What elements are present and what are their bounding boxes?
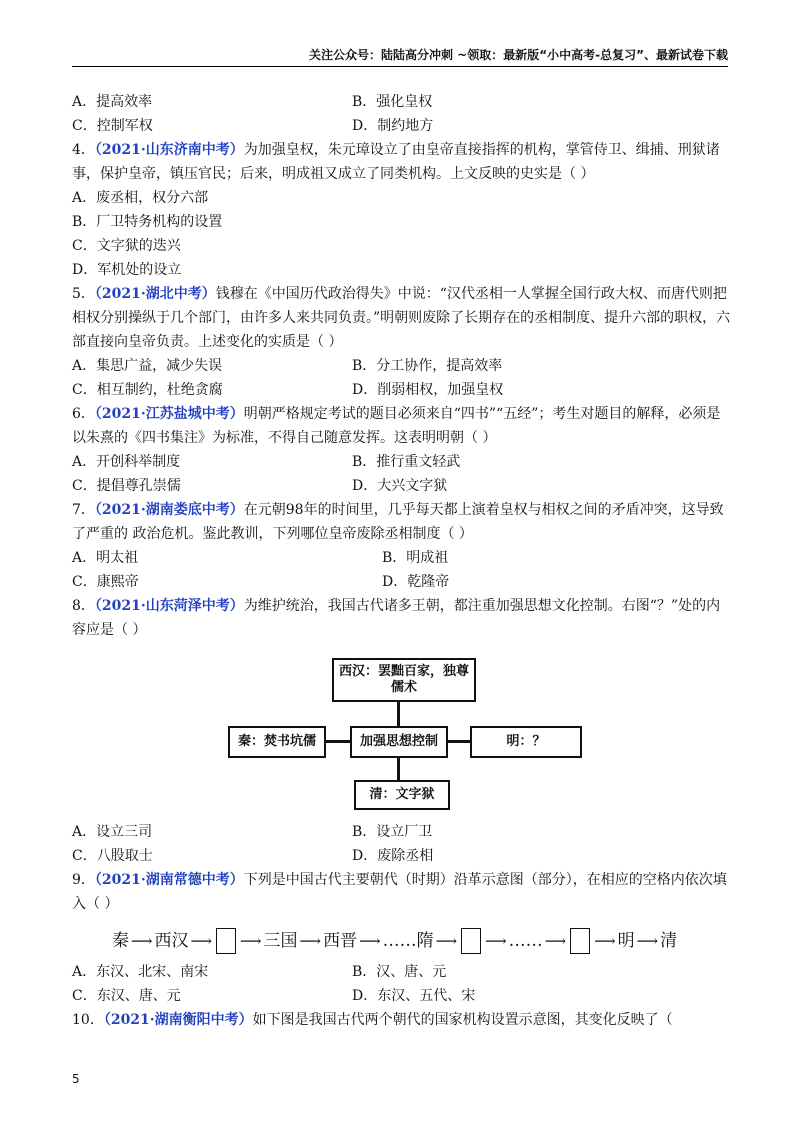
option-a: A．明太祖 [72, 550, 139, 566]
option-a: A．东汉、北宋、南宋 [72, 964, 209, 980]
dynasty-label: 西汉 [154, 931, 189, 951]
box-center: 加强思想控制 [350, 726, 448, 758]
source-tag: （2021·湖南常德中考） [94, 872, 244, 888]
dynasty-label: 西晋 [323, 931, 358, 951]
option-d: D．废除丞相 [352, 848, 434, 864]
option-c: C．提倡尊孔崇儒 [72, 478, 181, 494]
option-b: B．分工协作，提高效率 [352, 358, 503, 374]
blank-box [461, 928, 481, 954]
question-10 [72, 1008, 732, 1032]
dynasty-label: 三国 [263, 931, 298, 951]
connector-left [322, 740, 352, 743]
option-c: C．康熙帝 [72, 574, 139, 590]
source-tag: （2021·山东济南中考） [94, 142, 244, 158]
q7-options [72, 546, 732, 594]
box-ming: 明：？ [470, 726, 582, 758]
source-tag: （2021·湖南娄底中考） [94, 502, 244, 518]
right-arrow-icon: ⟶ [131, 932, 153, 950]
q9-options [72, 960, 732, 1008]
option-d: D．乾隆帝 [382, 574, 450, 590]
dynasty-label: 秦 [112, 931, 129, 951]
question-stem: 下列是中国古代主要朝代（时期）沿革示意图（部分），在相应的空格内依次填入（ ） [72, 872, 727, 912]
option-d: D．大兴文字狱 [352, 478, 448, 494]
right-arrow-icon: ⟶ [359, 932, 381, 950]
ellipsis: …… [382, 931, 417, 951]
thought-control-diagram [72, 654, 732, 814]
question-4 [72, 138, 732, 186]
option-b: B．强化皇权 [352, 94, 433, 110]
q3-options [72, 90, 732, 138]
question-9 [72, 868, 732, 916]
option-c: C．八股取士 [72, 848, 153, 864]
option-b: B．厂卫特务机构的设置 [72, 214, 223, 230]
option-d: D．削弱相权，加强皇权 [352, 382, 504, 398]
dynasty-label: 清 [660, 931, 678, 951]
page-number: 5 [72, 1072, 80, 1086]
box-qing: 清：文字狱 [354, 780, 450, 810]
option-a: A．提高效率 [72, 94, 153, 110]
question-stem: 为加强皇权，朱元璋设立了由皇帝直接指挥的机构，掌管侍卫、缉捕、刑狱诸事，保护皇帝，镇压官民；后来，明成祖又成立了同类机构。上文反映的史实是（ ） [72, 142, 720, 182]
option-c: C．相互制约，杜绝贪腐 [72, 382, 223, 398]
dynasty-label: 明 [617, 931, 635, 951]
question-stem: 在元朝98年的时间里，几乎每天都上演着皇权与相权之间的矛盾冲突，这导致了严重的 政治危机。鉴此教训，下列哪位皇帝废除丞相制度（ ） [72, 502, 724, 542]
source-tag: （2021·江苏盐城中考） [94, 406, 244, 422]
right-arrow-icon: ⟶ [636, 932, 659, 950]
question-number: 9． [72, 872, 95, 888]
right-arrow-icon: ⟶ [594, 932, 616, 950]
source-tag: （2021·湖南衡阳中考） [103, 1012, 253, 1028]
question-8 [72, 594, 732, 642]
question-number: 6． [72, 406, 95, 422]
option-c: C．东汉、唐、元 [72, 988, 181, 1004]
option-a: A．设立三司 [72, 824, 153, 840]
question-number: 10． [72, 1012, 104, 1028]
right-arrow-icon: ⟶ [190, 932, 213, 950]
right-arrow-icon: ⟶ [240, 932, 262, 950]
option-d: D．东汉、五代、宋 [352, 988, 476, 1004]
right-arrow-icon: ⟶ [299, 932, 322, 950]
question-number: 4． [72, 142, 95, 158]
q4-options [72, 186, 732, 282]
question-6 [72, 402, 732, 450]
question-stem: 钱穆在《中国历代政治得失》中说：“汉代丞相一人掌握全国行政大权、而唐代则把相权分别操纵于几个部门，由许多人来共同负责。”明朝则废除了长期存在的丞相制度、提升六部的职权，六部直接向皇帝负责。上述变化的实质是（ ） [72, 286, 731, 350]
option-b: B．设立厂卫 [352, 824, 433, 840]
option-d: D．制约地方 [352, 118, 434, 134]
option-a: A．废丞相，权分六部 [72, 190, 209, 206]
question-5 [72, 282, 732, 354]
question-stem: 为维护统治，我国古代诸多王朝，都注重加强思想文化控制。右图“？”处的内容应是（ ） [72, 598, 721, 638]
q5-options [72, 354, 732, 402]
dynasty-sequence [112, 928, 732, 954]
option-c: C．控制军权 [72, 118, 153, 134]
question-7 [72, 498, 732, 546]
question-number: 5． [72, 286, 95, 302]
question-number: 8． [72, 598, 95, 614]
option-d: D．军机处的设立 [72, 262, 182, 278]
right-arrow-icon: ⟶ [485, 932, 507, 950]
option-b: B．明成祖 [382, 550, 449, 566]
question-stem: 明朝严格规定考试的题目必须来自“四书”“五经”；考生对题目的解释，必须是以朱熹的《四书集注》为标准，不得自己随意发挥。这表明明朝（ ） [72, 406, 721, 446]
option-b: B．汉、唐、元 [352, 964, 447, 980]
question-number: 7． [72, 502, 95, 518]
q8-options [72, 820, 732, 868]
ellipsis: …… [508, 931, 543, 951]
right-arrow-icon: ⟶ [435, 932, 458, 950]
dynasty-label: 隋 [416, 931, 434, 951]
box-qin: 秦：焚书坑儒 [228, 726, 326, 758]
blank-box [216, 928, 236, 954]
q6-options [72, 450, 732, 498]
question-stem: 如下图是我国古代两个朝代的国家机构设置示意图，其变化反映了（ [252, 1012, 673, 1028]
option-a: A．开创科举制度 [72, 454, 181, 470]
right-arrow-icon: ⟶ [544, 932, 567, 950]
option-b: B．推行重文轻武 [352, 454, 461, 470]
page-header: 关注公众号：陆陆高分冲刺 ~领取：最新版“小中高考-总复习”、最新试卷下载 [72, 46, 728, 67]
option-c: C．文字狱的迭兴 [72, 238, 181, 254]
source-tag: （2021·湖北中考） [94, 286, 216, 302]
source-tag: （2021·山东菏泽中考） [94, 598, 244, 614]
box-western-han: 西汉：罢黜百家，独尊儒术 [332, 658, 476, 702]
question-content [72, 90, 732, 1032]
option-a: A．集思广益，减少失误 [72, 358, 223, 374]
blank-box [570, 928, 590, 954]
